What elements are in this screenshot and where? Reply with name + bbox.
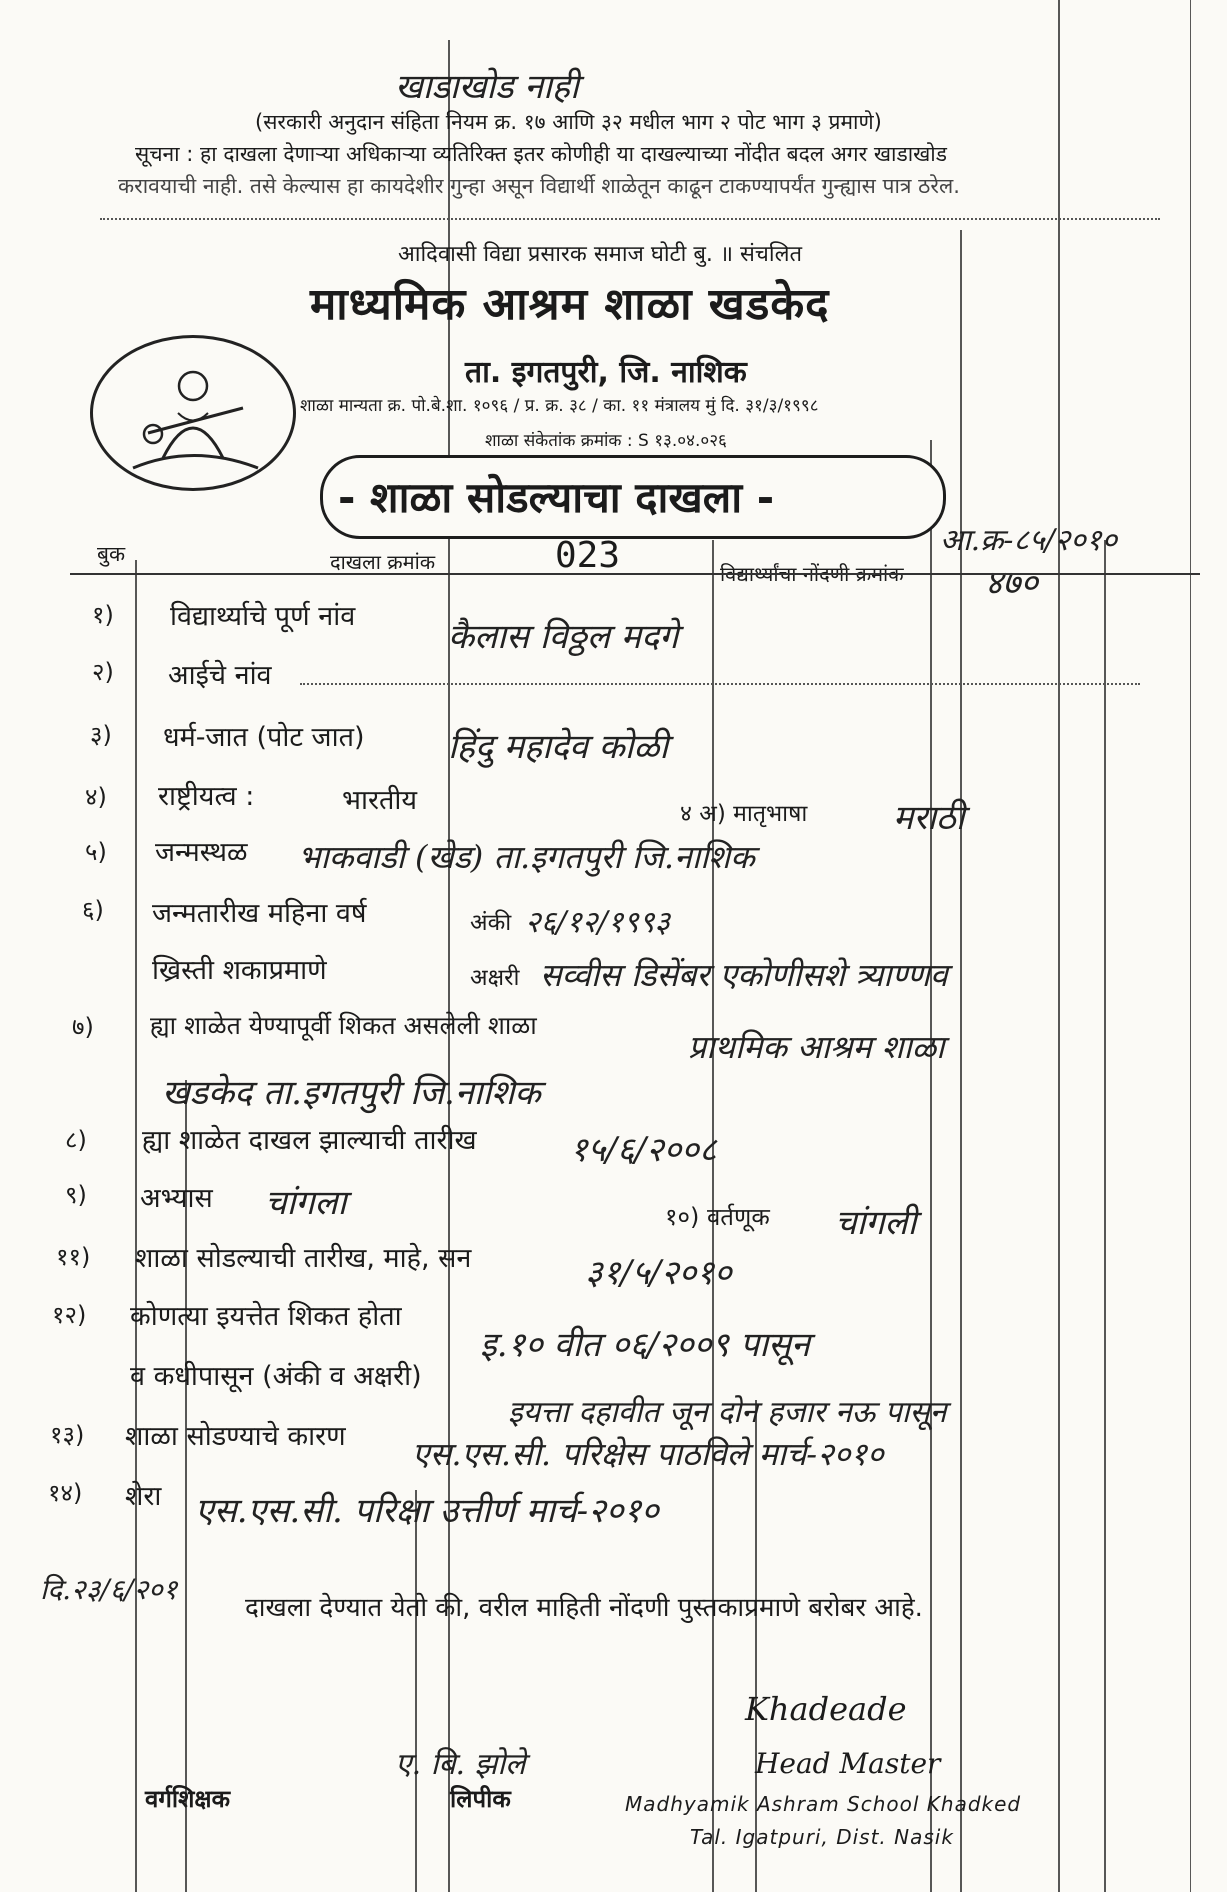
previous-school-place: खडकेद ता.इगतपुरी जि.नाशिक (162, 1073, 541, 1113)
reg-number: ४७० (985, 563, 1039, 603)
field-number: १४) (48, 1479, 83, 1507)
field-number: ४) (85, 783, 107, 811)
header-rule (70, 573, 1200, 575)
student-name-value: कैलास विठ्ठल मदगे (448, 617, 679, 657)
field-number: ३) (90, 721, 112, 749)
field-number: ५) (85, 838, 107, 866)
birthdate-words-label: अक्षरी (470, 965, 520, 991)
scan-artifact-line (415, 1490, 417, 1892)
school-name: माध्यमिक आश्रम शाळा खडकेद (310, 279, 830, 330)
scan-artifact-line (960, 230, 962, 1892)
birthdate-digits-label: अंकी (470, 910, 512, 936)
mother-tongue-value: मराठी (893, 798, 965, 838)
nationality-value: भारतीय (342, 785, 418, 816)
standard-value: इ.१० वीत ०६/२००९ पासून (480, 1325, 810, 1365)
scan-artifact-line (135, 560, 137, 1892)
scan-artifact-line (1104, 540, 1106, 1892)
leaving-reason-label: शाळा सोडण्याचे कारण (125, 1421, 346, 1452)
school-location: ता. इगतपुरी, जि. नाशिक (465, 355, 747, 390)
since-when-label: व कधीपासून (अंकी व अक्षरी) (130, 1361, 422, 1392)
side-note: आ.क्र-८५/२०१० (940, 523, 1118, 558)
notice-divider (100, 218, 1160, 220)
birthdate-digits-value: २६/१२/१९९३ (525, 905, 671, 940)
nationality-label: राष्ट्रीयत्व : (158, 781, 255, 812)
field-number: ११) (56, 1243, 91, 1271)
birthplace-label: जन्मस्थळ (155, 837, 248, 868)
leaving-reason-value: एस.एस.सी. परिक्षेस पाठविले मार्च-२०१० (412, 1435, 884, 1473)
field-number: ८) (65, 1126, 87, 1154)
issue-date: दि.२३/६/२०१ (40, 1573, 178, 1606)
society-name: आदिवासी विद्या प्रसारक समाज घोटी बु. ॥ संचलित (398, 242, 803, 267)
no-alteration-stamp: खाडाखोड नाही (395, 67, 579, 107)
field-number: २) (92, 658, 114, 686)
study-label: अभ्यास (140, 1183, 213, 1214)
rule-reference: (सरकारी अनुदान संहिता नियम क्र. १७ आणि ३२ मधील भाग २ पोट भाग ३ प्रमाणे) (255, 110, 882, 134)
birthplace-value: भाकवाडी (खेड) ता.इगतपुरी जि.नाशिक (298, 838, 755, 876)
certify-statement: दाखला देण्यात येतो की, वरील माहिती नोंदणी पुस्तकाप्रमाणे बरोबर आहे. (245, 1593, 923, 1623)
mother-name-label: आईचे नांव (168, 660, 272, 691)
class-teacher-label: वर्गशिक्षक (145, 1785, 231, 1813)
scan-artifact-line (930, 440, 932, 1892)
remarks-label: शेरा (125, 1481, 162, 1512)
field-number: ९) (65, 1181, 87, 1209)
headmaster-signature: Khadeade (745, 1690, 907, 1728)
birthdate-label: जन्मतारीख महिना वर्ष (152, 898, 367, 929)
study-value: चांगला (265, 1183, 347, 1223)
since-when-value: इयत्ता दहावीत जून दोन हजार नऊ पासून (508, 1395, 947, 1430)
conduct-label: १०) वर्तणूक (665, 1203, 770, 1231)
religion-caste-label: धर्म-जात (पोट जात) (163, 722, 365, 753)
certificate-title: - शाळा सोडल्याचा दाखला - (338, 473, 775, 522)
clerk-signature: ए. बि. झोले (395, 1747, 526, 1782)
scan-artifact-line (1190, 0, 1191, 1892)
notice-line-1: सूचना : हा दाखला देणाऱ्या अधिकाऱ्या व्यतिरिक्त इतर कोणीही या दाखल्याच्या नोंदीत बदल अगर खाडाखोड (135, 142, 947, 166)
field-number: ६) (82, 896, 104, 924)
reg-number-label: विद्यार्थ्यांचा नोंदणी क्रमांक (720, 562, 904, 586)
conduct-value: चांगली (835, 1203, 917, 1243)
scan-artifact-line (1058, 0, 1060, 1892)
religion-caste-value: हिंदु महादेव कोळी (448, 727, 669, 767)
field-number: १) (92, 601, 114, 629)
headmaster-title: Head Master (755, 1747, 941, 1780)
field-number: ७) (72, 1013, 94, 1041)
remarks-value: एस.एस.सी. परिक्षा उत्तीर्ण मार्च-२०१० (195, 1491, 659, 1531)
clerk-label: लिपीक (450, 1785, 511, 1813)
notice-line-2: करावयाची नाही. तसे केल्यास हा कायदेशीर गुन्हा असून विद्यार्थी शाळेतून काढून टाकण्यापर्यंत गुन्ह्यास पात्र ठरेल. (118, 174, 960, 198)
cert-number: 023 (555, 535, 621, 576)
headmaster-place: Tal. Igatpuri, Dist. Nasik (690, 1825, 954, 1849)
previous-school-value: प्राथमिक आश्रम शाळा (688, 1028, 945, 1066)
saraswati-emblem-icon (93, 338, 293, 488)
christian-calendar-label: ख्रिस्ती शकाप्रमाणे (152, 955, 327, 986)
mother-name-line (300, 683, 1140, 685)
field-number: १३) (50, 1421, 85, 1449)
school-code: शाळा संकेतांक क्रमांक : S १३.०४.०२६ (485, 431, 727, 451)
mother-tongue-label: ४ अ) मातृभाषा (680, 801, 808, 827)
standard-label: कोणत्या इयत्तेत शिकत होता (130, 1301, 402, 1332)
leaving-date-label: शाळा सोडल्याची तारीख, माहे, सन (135, 1243, 472, 1274)
admission-date-value: १५/६/२००८ (570, 1130, 717, 1170)
field-number: १२) (52, 1301, 87, 1329)
leaving-date-value: ३१/५/२०१० (585, 1253, 732, 1293)
student-name-label: विद्यार्थ्याचे पूर्ण नांव (170, 601, 356, 632)
recognition-number: शाळा मान्यता क्र. पो.बे.शा. १०९६ / प्र. क्र. ३८ / का. ११ मंत्रालय मुं दि. ३१/३/१९९८ (300, 396, 819, 416)
school-seal (90, 335, 296, 491)
admission-date-label: ह्या शाळेत दाखल झाल्याची तारीख (142, 1125, 477, 1156)
birthdate-words-value: सव्वीस डिसेंबर एकोणीसशे त्र्याण्णव (540, 956, 948, 994)
cert-number-label: दाखला क्रमांक (330, 550, 436, 574)
book-label: बुक (97, 542, 126, 566)
previous-school-label: ह्या शाळेत येण्यापूर्वी शिकत असलेली शाळा (150, 1011, 537, 1040)
headmaster-school: Madhyamik Ashram School Khadked (625, 1792, 1022, 1816)
